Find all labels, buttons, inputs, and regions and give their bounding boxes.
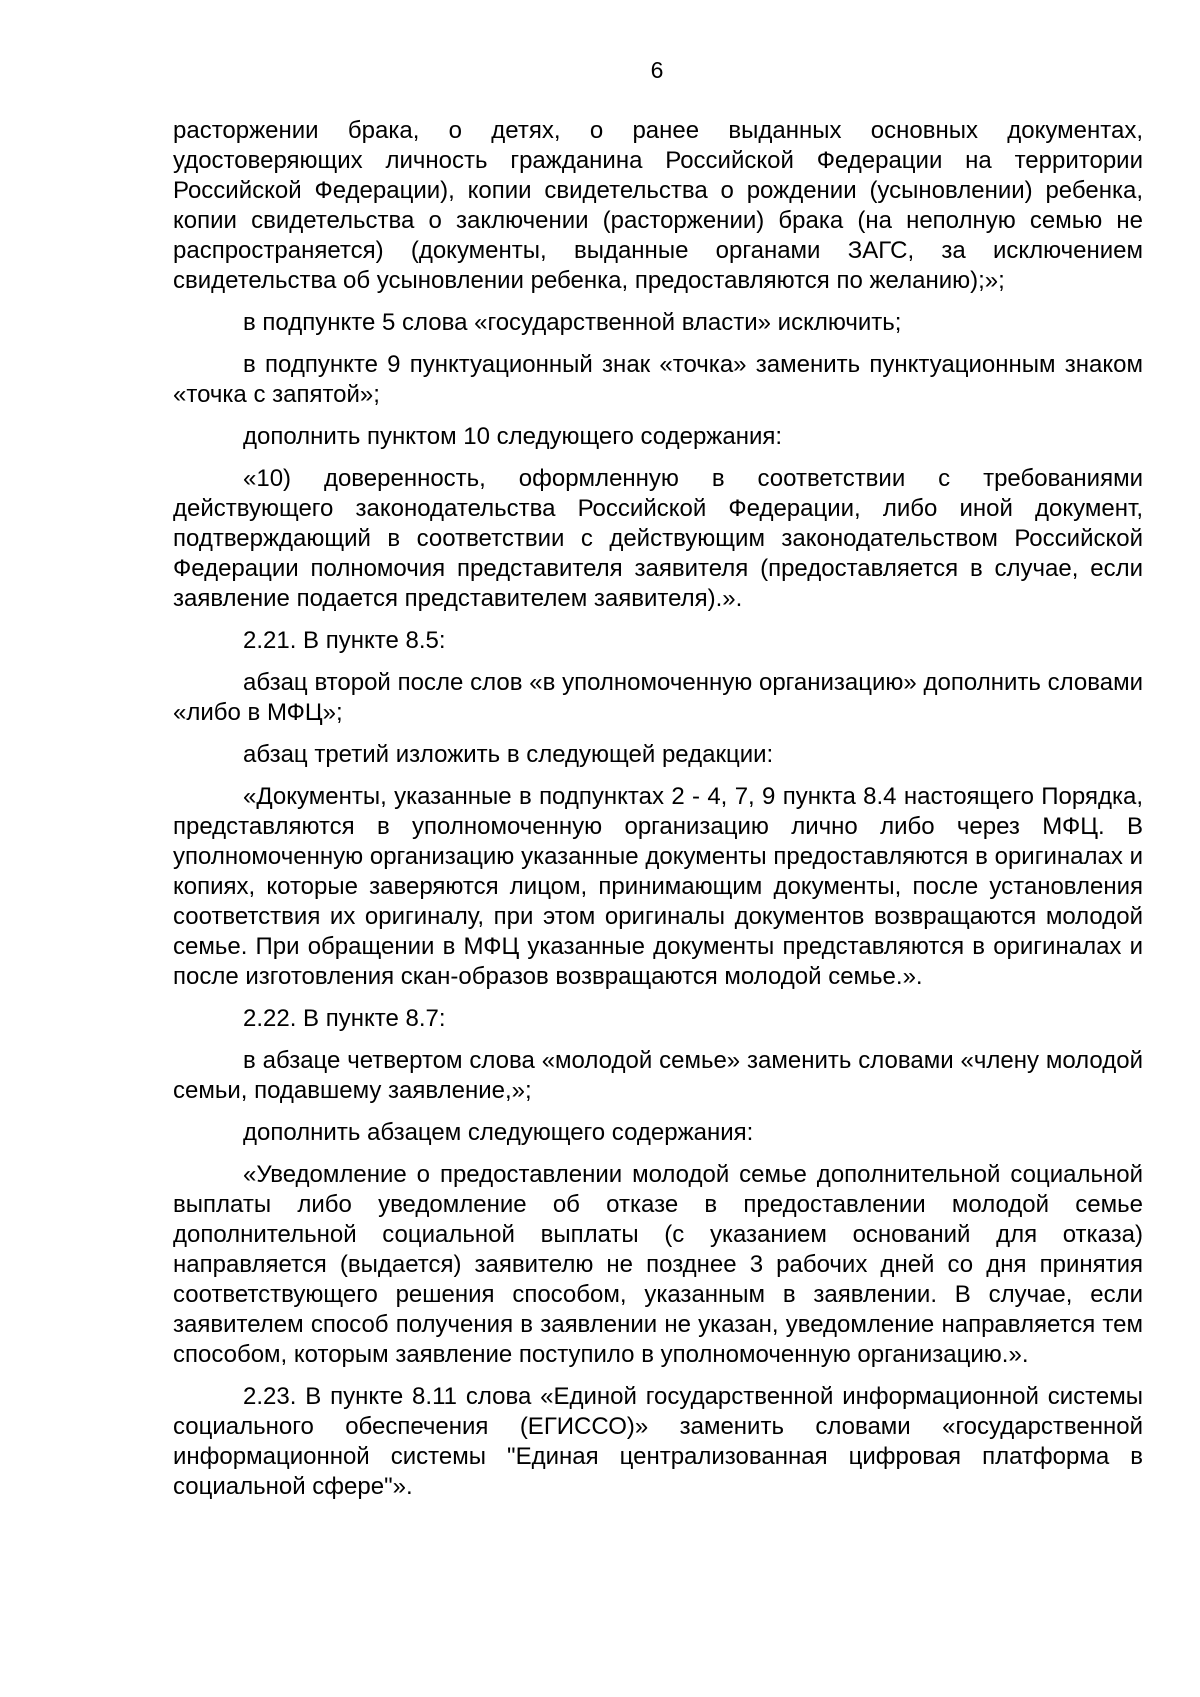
paragraph: в абзаце четвертом слова «молодой семье» заменить словами «члену молодой семьи, подавшему заявление,»; (173, 1047, 1143, 1104)
paragraph: абзац второй после слов «в уполномоченную организацию» дополнить словами «либо в МФЦ»; (173, 669, 1143, 726)
paragraph: «Документы, указанные в подпунктах 2 - 4, 7, 9 пункта 8.4 настоящего Порядка, представляются в уполномоченную организацию лично либо через МФЦ. В уполномоченную организацию указанные документы предоставляются в оригиналах и копиях, которые заверяются лицом, принимающим документы, после установления соответствия их оригиналу, при этом оригиналы документов возвращаются молодой семье. При обращении в МФЦ указанные документы представляются в оригиналах и после изготовления скан-образов возвращаются молодой семье.». (173, 783, 1143, 990)
page-number: 6 (650, 57, 664, 83)
document-body (173, 116, 1143, 1514)
paragraph: дополнить пунктом 10 следующего содержания: (243, 423, 783, 450)
paragraph: «Уведомление о предоставлении молодой семье дополнительной социальной выплаты либо уведомление об отказе в предоставлении молодой семье дополнительной социальной выплаты (с указанием оснований для отказа) направляется (выдается) заявителю не позднее 3 рабочих дней со дня принятия соответствующего решения способом, указанным в заявлении. В случае, если заявителем способ получения в заявлении не указан, уведомление направляется тем способом, которым заявление поступило в уполномоченную организацию.». (173, 1161, 1143, 1368)
section-heading: 2.22. В пункте 8.7: (243, 1005, 446, 1032)
paragraph: 2.23. В пункте 8.11 слова «Единой государственной информационной системы социального обеспечения (ЕГИССО)» заменить словами «государственной информационной системы "Единая централизованная цифровая платформа в социальной сфере"». (173, 1383, 1143, 1500)
paragraph: в подпункте 9 пунктуационный знак «точка» заменить пунктуационным знаком «точка с запятой»; (173, 351, 1143, 408)
paragraph: дополнить абзацем следующего содержания: (243, 1119, 754, 1146)
paragraph: абзац третий изложить в следующей редакции: (243, 741, 774, 768)
paragraph: расторжении брака, о детях, о ранее выданных основных документах, удостоверяющих личность гражданина Российской Федерации на территории Российской Федерации), копии свидетельства о рождении (усыновлении) ребенка, копии свидетельства о заключении (расторжении) брака (на неполную семью не распространяется) (документы, выданные органами ЗАГС, за исключением свидетельства об усыновлении ребенка, предоставляются по желанию);»; (173, 117, 1143, 294)
paragraph: в подпункте 5 слова «государственной власти» исключить; (243, 309, 902, 336)
section-heading: 2.21. В пункте 8.5: (243, 627, 446, 654)
paragraph: «10) доверенность, оформленную в соответствии с требованиями действующего законодательства Российской Федерации, либо иной документ, подтверждающий в соответствии с действующим законодательством Российской Федерации полномочия представителя заявителя (предоставляется в случае, если заявление подается представителем заявителя).». (173, 465, 1143, 612)
